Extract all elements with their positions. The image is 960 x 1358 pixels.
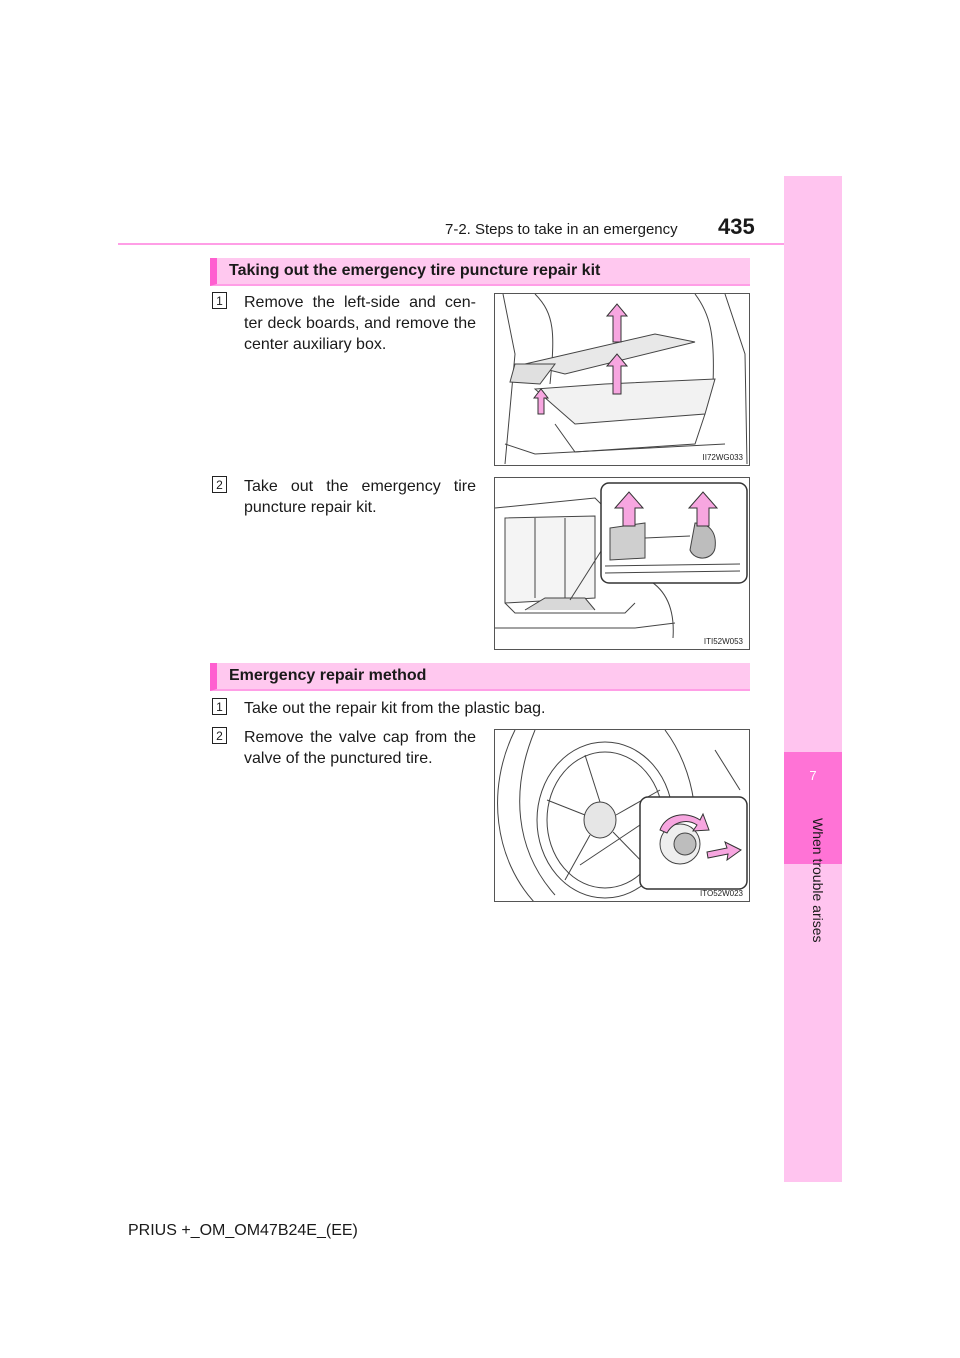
step-number: 1 xyxy=(212,698,227,715)
header-divider xyxy=(118,243,784,245)
section-heading-text: Emergency repair method xyxy=(229,667,427,684)
step-text: Take out the emergency tire puncture repair kit. xyxy=(244,478,476,516)
figure-valve-cap xyxy=(494,729,750,902)
section-heading xyxy=(210,258,750,286)
figure-code: II72WG033 xyxy=(702,453,743,462)
figure-code: ITO52W023 xyxy=(700,889,743,898)
valve-cap-illustration xyxy=(495,730,750,902)
step-text: Remove the left-side and cen- ter deck boards, and remove the center auxiliary box. xyxy=(244,294,476,353)
step-number: 1 xyxy=(212,292,227,309)
section-heading xyxy=(210,663,750,691)
step-number: 2 xyxy=(212,476,227,493)
chapter-tab xyxy=(784,176,842,1182)
deck-boards-illustration xyxy=(495,294,750,466)
figure-code: ITI52W053 xyxy=(703,637,743,646)
footer-document-id: PRIUS +_OM_OM47B24E_(EE) xyxy=(128,1222,358,1239)
chapter-title: When trouble arises xyxy=(810,818,826,943)
step-text: Remove the valve cap from the valve of the punctured tire. xyxy=(244,729,476,767)
chapter-number: 7 xyxy=(809,768,817,783)
figure-deck-boards xyxy=(494,293,750,466)
repair-kit-location-illustration xyxy=(495,478,750,650)
figure-repair-kit-location xyxy=(494,477,750,650)
page-number: 435 xyxy=(718,214,755,239)
section-title: 7-2. Steps to take in an emergency xyxy=(445,221,678,238)
step-number: 2 xyxy=(212,727,227,744)
step-text: Take out the repair kit from the plastic bag. xyxy=(244,700,546,717)
section-heading-text: Taking out the emergency tire puncture repair kit xyxy=(229,262,601,279)
